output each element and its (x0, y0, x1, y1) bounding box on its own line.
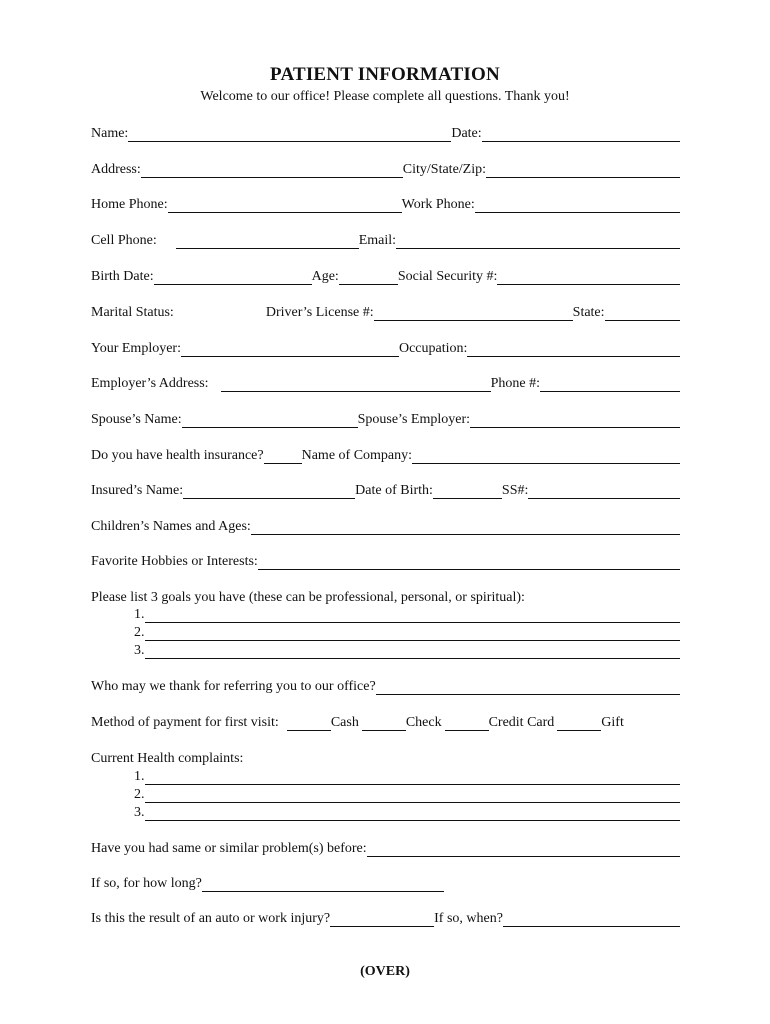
row-insured (91, 481, 680, 499)
state-field[interactable] (605, 304, 680, 321)
health-insurance-label: Do you have health insurance? (91, 448, 264, 463)
row-birth-age-ssn (91, 267, 680, 285)
name-of-company-label: Name of Company: (301, 448, 413, 463)
ssn-label: Social Security #: (397, 269, 498, 284)
spouses-employer-field[interactable] (470, 411, 680, 428)
age-label: Age: (311, 269, 339, 284)
row-name-date (91, 124, 680, 142)
city-state-zip-label: City/State/Zip: (402, 162, 487, 177)
name-field[interactable] (128, 125, 451, 142)
spouses-name-field[interactable] (182, 411, 358, 428)
home-phone-field[interactable] (168, 196, 402, 213)
childrens-names-field[interactable] (251, 518, 680, 535)
referral-field[interactable] (376, 678, 680, 695)
complaint-number: 3. (134, 805, 145, 820)
cash-label: Cash (330, 715, 359, 730)
row-spouse (91, 410, 680, 428)
form-title: PATIENT INFORMATION (270, 64, 500, 85)
state-label: State: (572, 305, 605, 320)
city-state-zip-field[interactable] (486, 161, 680, 178)
insureds-name-field[interactable] (183, 482, 355, 499)
similar-problem-label: Have you had same or similar problem(s) before: (91, 841, 367, 856)
row-injury (91, 909, 680, 927)
work-phone-field[interactable] (475, 196, 680, 213)
row-phones (91, 195, 680, 213)
over-note: (OVER) (360, 964, 410, 979)
ssn-field[interactable] (497, 268, 680, 285)
drivers-license-field[interactable] (374, 304, 573, 321)
goal-field-2[interactable] (145, 624, 681, 641)
address-label: Address: (91, 162, 141, 177)
row-payment (91, 713, 680, 731)
goal-row-2 (134, 623, 680, 641)
name-label: Name: (91, 126, 129, 141)
row-children (91, 517, 680, 535)
spouses-employer-label: Spouse’s Employer: (357, 412, 470, 427)
if-so-when-label: If so, when? (434, 911, 503, 926)
work-phone-label: Work Phone: (401, 197, 475, 212)
insureds-name-label: Insured’s Name: (91, 483, 184, 498)
goal-number: 1. (134, 607, 145, 622)
auto-work-injury-label: Is this the result of an auto or work injury? (91, 911, 331, 926)
check-field[interactable] (362, 714, 406, 731)
complaint-field-3[interactable] (145, 804, 681, 821)
cell-phone-label: Cell Phone: (91, 233, 157, 248)
complaint-row-2 (134, 785, 680, 803)
gift-field[interactable] (557, 714, 601, 731)
cash-field[interactable] (287, 714, 331, 731)
row-employer-address (91, 374, 680, 392)
how-long-field[interactable] (202, 875, 444, 892)
your-employer-label: Your Employer: (91, 341, 181, 356)
goal-number: 3. (134, 643, 145, 658)
employers-address-field[interactable] (221, 375, 491, 392)
date-of-birth-field[interactable] (433, 482, 502, 499)
childrens-names-label: Children’s Names and Ages: (91, 519, 251, 534)
row-address (91, 160, 680, 178)
complaints-prompt: Current Health complaints: (91, 751, 244, 766)
row-how-long (91, 874, 680, 892)
how-long-label: If so, for how long? (91, 876, 202, 891)
row-similar-problem (91, 839, 680, 857)
ss-field[interactable] (528, 482, 680, 499)
goal-row-3 (134, 641, 680, 659)
form-subtitle: Welcome to our office! Please complete all questions. Thank you! (200, 89, 570, 104)
birth-date-field[interactable] (154, 268, 312, 285)
goal-row-1 (134, 605, 680, 623)
row-referral (91, 677, 680, 695)
goal-field-3[interactable] (145, 642, 681, 659)
hobbies-field[interactable] (258, 553, 680, 570)
complaint-row-1 (134, 767, 680, 785)
row-insurance (91, 446, 680, 464)
hobbies-label: Favorite Hobbies or Interests: (91, 554, 258, 569)
employers-address-label: Employer’s Address: (91, 376, 209, 391)
drivers-license-label: Driver’s License #: (265, 305, 374, 320)
occupation-field[interactable] (467, 340, 680, 357)
complaint-number: 2. (134, 787, 145, 802)
age-field[interactable] (339, 268, 398, 285)
complaint-row-3 (134, 803, 680, 821)
goal-number: 2. (134, 625, 145, 640)
auto-work-injury-field[interactable] (330, 910, 434, 927)
address-field[interactable] (141, 161, 403, 178)
email-field[interactable] (396, 232, 680, 249)
phone-field[interactable] (540, 375, 680, 392)
email-label: Email: (358, 233, 397, 248)
referral-label: Who may we thank for referring you to our office? (91, 679, 376, 694)
row-hobbies (91, 552, 680, 570)
goals-prompt: Please list 3 goals you have (these can be professional, personal, or spiritual): (91, 590, 525, 605)
row-cell-email (91, 231, 680, 249)
birth-date-label: Birth Date: (91, 269, 154, 284)
cell-phone-field[interactable] (176, 232, 359, 249)
similar-problem-field[interactable] (367, 840, 680, 857)
complaint-field-1[interactable] (145, 768, 681, 785)
goal-field-1[interactable] (145, 606, 681, 623)
health-insurance-field[interactable] (264, 447, 302, 464)
date-label: Date: (451, 126, 482, 141)
payment-method-label: Method of payment for first visit: (91, 715, 279, 730)
ss-label: SS#: (501, 483, 529, 498)
phone-label: Phone #: (490, 376, 540, 391)
complaint-number: 1. (134, 769, 145, 784)
home-phone-label: Home Phone: (91, 197, 168, 212)
check-label: Check (405, 715, 442, 730)
date-of-birth-label: Date of Birth: (355, 483, 433, 498)
complaint-field-2[interactable] (145, 786, 681, 803)
credit-card-label: Credit Card (488, 715, 555, 730)
spouses-name-label: Spouse’s Name: (91, 412, 182, 427)
marital-status-label: Marital Status: (91, 305, 174, 320)
occupation-label: Occupation: (398, 341, 468, 356)
row-employer (91, 339, 680, 357)
if-so-when-field[interactable] (503, 910, 680, 927)
your-employer-field[interactable] (181, 340, 399, 357)
credit-card-field[interactable] (445, 714, 489, 731)
row-marital-license (91, 303, 680, 321)
name-of-company-field[interactable] (412, 447, 680, 464)
date-field[interactable] (482, 125, 680, 142)
gift-label: Gift (601, 715, 624, 730)
